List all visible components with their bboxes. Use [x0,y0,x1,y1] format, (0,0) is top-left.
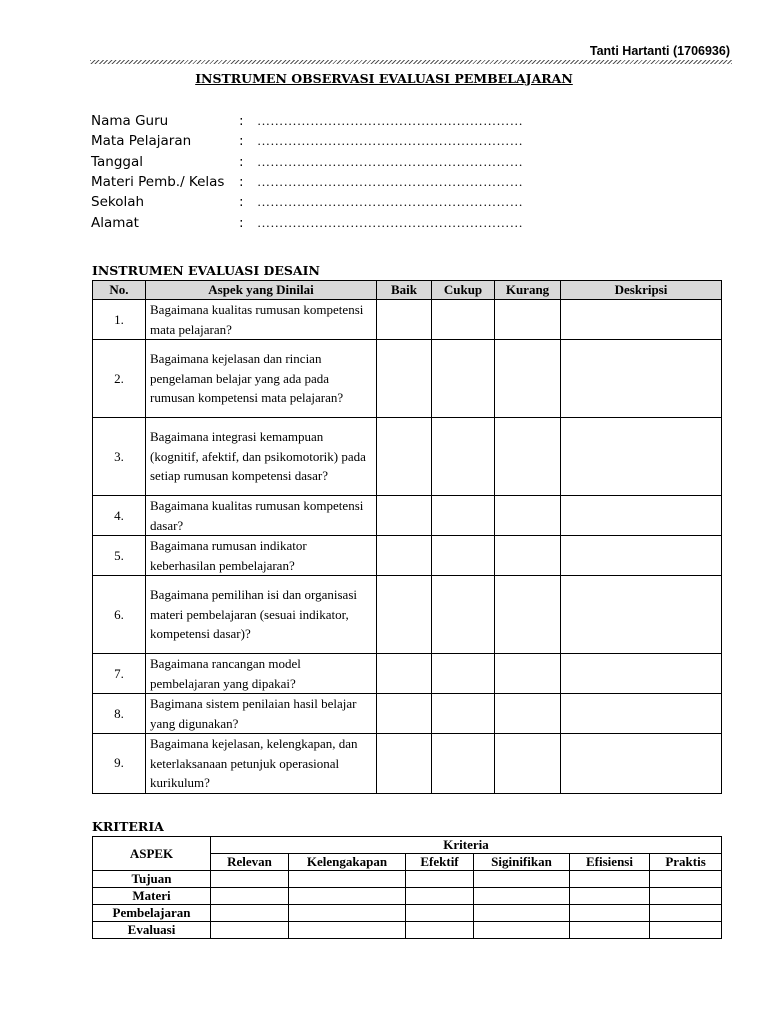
table-row [93,734,722,794]
cell-baik[interactable] [377,536,432,576]
criteria-header-praktis: Praktis [650,854,722,871]
cell-baik[interactable] [377,734,432,794]
row-question: Bagaimana kualitas rumusan kompetensi dasar? [146,496,377,536]
table-row [93,694,722,734]
row-question: Bagaimana rancangan model pembelajaran yang dipakai? [146,654,377,694]
cell-kurang[interactable] [495,654,561,694]
criteria-cell[interactable] [650,922,722,939]
criteria-cell[interactable] [570,905,650,922]
cell-deskripsi[interactable] [561,496,722,536]
criteria-cell[interactable] [570,922,650,939]
criteria-cell[interactable] [570,871,650,888]
criteria-cell[interactable] [406,871,474,888]
table-row [93,418,722,496]
col-header-aspek: Aspek yang Dinilai [146,281,377,300]
row-number: 8. [93,694,146,734]
info-row-tanggal [91,152,542,172]
table-row [93,922,722,939]
cell-cukup[interactable] [432,734,495,794]
cell-deskripsi[interactable] [561,340,722,418]
row-number: 2. [93,340,146,418]
table-row [93,888,722,905]
info-colon: : [239,174,244,191]
info-blank[interactable]: …………………………………………………… [257,133,523,149]
criteria-cell[interactable] [406,922,474,939]
row-question: Bagaimana rumusan indikator keberhasilan pembelajaran? [146,536,377,576]
criteria-cell[interactable] [570,888,650,905]
criteria-cell[interactable] [406,888,474,905]
row-number: 1. [93,300,146,340]
info-blank[interactable]: …………………………………………………… [257,194,523,210]
cell-baik[interactable] [377,694,432,734]
cell-deskripsi[interactable] [561,418,722,496]
author-name: Tanti Hartanti (1706936) [589,44,730,58]
criteria-cell[interactable] [211,905,289,922]
table-row [93,871,722,888]
info-row-nama-guru [91,111,542,131]
table-row [93,340,722,418]
row-question: Bagaimana kejelasan dan rincian pengelaman belajar yang ada pada rumusan kompetensi mata pelajaran? [146,340,377,418]
info-colon: : [239,153,244,170]
design-evaluation-table [92,280,722,794]
criteria-cell[interactable] [474,871,570,888]
criteria-cell[interactable] [474,888,570,905]
kriteria-group-header: Kriteria [211,837,722,854]
col-header-deskripsi: Deskripsi [561,281,722,300]
table-row [93,496,722,536]
criteria-cell[interactable] [474,922,570,939]
row-number: 5. [93,536,146,576]
cell-kurang[interactable] [495,340,561,418]
cell-deskripsi[interactable] [561,300,722,340]
info-label: Alamat [91,214,139,231]
info-colon: : [239,133,244,150]
cell-baik[interactable] [377,300,432,340]
table-row [93,536,722,576]
info-row-materi [91,172,542,192]
criteria-header-efektif: Efektif [406,854,474,871]
info-blank[interactable]: …………………………………………………… [257,113,523,129]
criteria-table [92,836,722,939]
cell-kurang[interactable] [495,734,561,794]
table-row [93,654,722,694]
row-question: Bagimana sistem penilaian hasil belajar yang digunakan? [146,694,377,734]
criteria-header-kelengkapan: Kelengakapan [289,854,406,871]
criteria-group-header-row [93,837,722,854]
criteria-header-efisiensi: Efisiensi [570,854,650,871]
info-label: Mata Pelajaran [91,133,192,150]
identity-fields [91,111,542,233]
criteria-cell[interactable] [211,871,289,888]
info-row-alamat [91,212,542,232]
table-row [93,576,722,654]
cell-cukup[interactable] [432,340,495,418]
info-row-sekolah [91,192,542,212]
cell-deskripsi[interactable] [561,576,722,654]
info-blank[interactable]: …………………………………………………… [257,174,523,190]
cell-cukup[interactable] [432,536,495,576]
cell-baik[interactable] [377,654,432,694]
col-header-baik: Baik [377,281,432,300]
criteria-cell[interactable] [289,871,406,888]
document-title: INSTRUMEN OBSERVASI EVALUASI PEMBELAJARAN [195,71,573,86]
cell-deskripsi[interactable] [561,734,722,794]
cell-baik[interactable] [377,576,432,654]
criteria-cell[interactable] [289,905,406,922]
cell-baik[interactable] [377,418,432,496]
criteria-cell[interactable] [406,905,474,922]
cell-cukup[interactable] [432,418,495,496]
row-question: Bagaimana pemilihan isi dan organisasi materi pembelajaran (sesuai indikator, kompetensi dasar)? [146,576,377,654]
aspect-label: Evaluasi [93,922,211,939]
criteria-cell[interactable] [474,905,570,922]
info-colon: : [239,113,244,130]
info-label: Nama Guru [91,113,169,130]
criteria-header-signifikan: Siginifikan [474,854,570,871]
col-header-no: No. [93,281,146,300]
cell-cukup[interactable] [432,576,495,654]
cell-kurang[interactable] [495,300,561,340]
info-label: Sekolah [91,194,145,211]
criteria-cell[interactable] [289,888,406,905]
aspek-header: ASPEK [93,837,211,871]
cell-kurang[interactable] [495,694,561,734]
col-header-cukup: Cukup [432,281,495,300]
header-divider [90,60,732,64]
criteria-cell[interactable] [650,871,722,888]
design-section-title: INSTRUMEN EVALUASI DESAIN [92,263,320,278]
info-blank[interactable]: …………………………………………………… [257,153,523,169]
aspect-label: Tujuan [93,871,211,888]
row-number: 4. [93,496,146,536]
row-number: 7. [93,654,146,694]
row-question: Bagaimana kualitas rumusan kompetensi mata pelajaran? [146,300,377,340]
criteria-section-title: KRITERIA [92,819,164,834]
cell-cukup[interactable] [432,496,495,536]
criteria-cell[interactable] [211,922,289,939]
criteria-cell[interactable] [211,888,289,905]
table-row [93,905,722,922]
row-number: 9. [93,734,146,794]
cell-kurang[interactable] [495,576,561,654]
criteria-cell[interactable] [650,888,722,905]
cell-deskripsi[interactable] [561,536,722,576]
row-question: Bagaimana kejelasan, kelengkapan, dan keterlaksanaan petunjuk operasional kurikulum? [146,734,377,794]
cell-kurang[interactable] [495,496,561,536]
cell-kurang[interactable] [495,536,561,576]
cell-deskripsi[interactable] [561,654,722,694]
info-colon: : [239,194,244,211]
table-header-row [93,281,722,300]
cell-cukup[interactable] [432,654,495,694]
criteria-header-relevan: Relevan [211,854,289,871]
info-label: Tanggal [91,153,144,170]
row-number: 3. [93,418,146,496]
cell-deskripsi[interactable] [561,694,722,734]
cell-baik[interactable] [377,340,432,418]
col-header-kurang: Kurang [495,281,561,300]
cell-kurang[interactable] [495,418,561,496]
aspect-label: Materi [93,888,211,905]
aspect-label: Pembelajaran [93,905,211,922]
cell-cukup[interactable] [432,694,495,734]
info-colon: : [239,214,244,231]
cell-cukup[interactable] [432,300,495,340]
info-label: Materi Pemb./ Kelas [91,174,225,191]
criteria-cell[interactable] [650,905,722,922]
cell-baik[interactable] [377,496,432,536]
info-blank[interactable]: …………………………………………………… [257,214,523,230]
criteria-cell[interactable] [289,922,406,939]
row-number: 6. [93,576,146,654]
table-row [93,300,722,340]
info-row-mata-pelajaran [91,131,542,151]
row-question: Bagaimana integrasi kemampuan (kognitif, afektif, dan psikomotorik) pada setiap rumusan kompetensi dasar? [146,418,377,496]
